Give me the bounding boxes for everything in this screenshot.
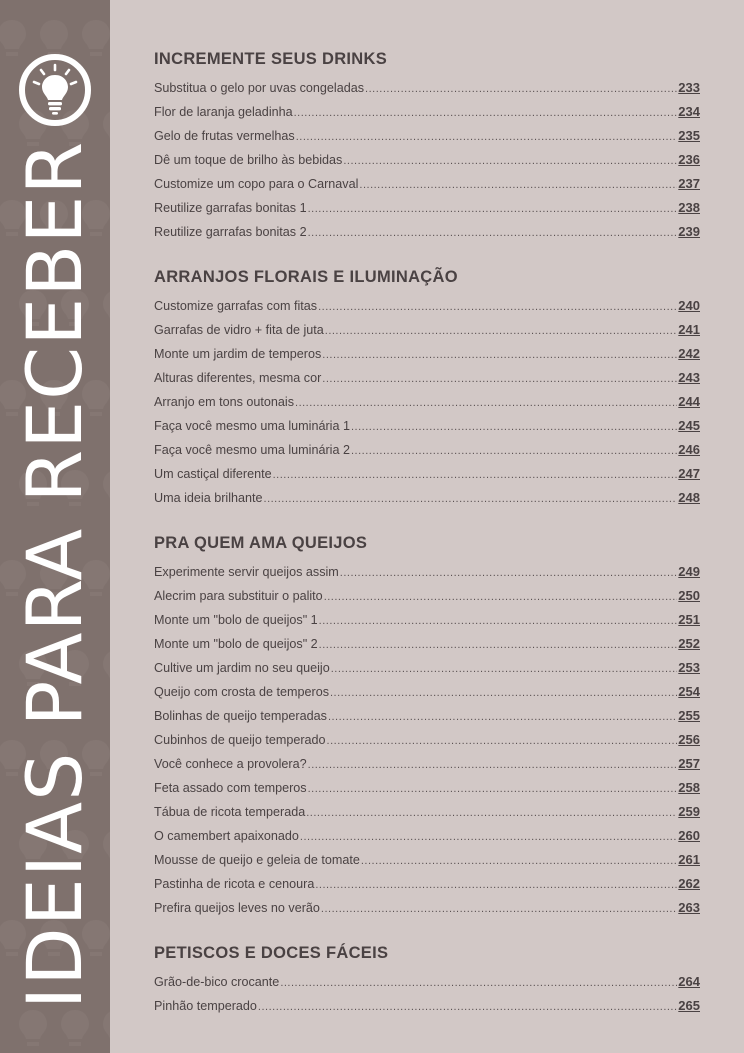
dot-leader bbox=[365, 77, 677, 101]
toc-entry-label: Alturas diferentes, mesma cor bbox=[154, 371, 322, 385]
toc-entry-label: Um castiçal diferente bbox=[154, 467, 272, 481]
toc-page-link[interactable]: 233 bbox=[678, 80, 700, 95]
dot-leader bbox=[296, 125, 678, 149]
toc-page-link[interactable]: 240 bbox=[678, 298, 700, 313]
toc-page-link[interactable]: 235 bbox=[678, 128, 700, 143]
toc-page-link[interactable]: 251 bbox=[678, 612, 700, 627]
toc-entry[interactable] bbox=[154, 342, 700, 366]
toc-page-link[interactable]: 234 bbox=[678, 104, 700, 119]
dot-leader bbox=[306, 801, 677, 825]
dot-leader bbox=[295, 391, 677, 415]
toc-entry[interactable] bbox=[154, 728, 700, 752]
toc-page-link[interactable]: 261 bbox=[678, 852, 700, 867]
toc-entry[interactable] bbox=[154, 438, 700, 462]
toc-entry-label: O camembert apaixonado bbox=[154, 829, 299, 843]
toc-section bbox=[154, 530, 700, 920]
section-heading: PETISCOS E DOCES FÁCEIS bbox=[154, 944, 389, 962]
dot-leader bbox=[327, 729, 678, 753]
toc-page-link[interactable]: 238 bbox=[678, 200, 700, 215]
toc-entry-label: Flor de laranja geladinha bbox=[154, 105, 293, 119]
toc-entry[interactable] bbox=[154, 414, 700, 438]
toc-entry-label: Feta assado com temperos bbox=[154, 781, 307, 795]
dot-leader bbox=[315, 873, 677, 897]
toc-page-link[interactable]: 258 bbox=[678, 780, 700, 795]
sidebar bbox=[0, 0, 110, 1053]
toc-entry[interactable] bbox=[154, 390, 700, 414]
lightbulb-icon bbox=[17, 52, 93, 128]
toc-entry-label: Faça você mesmo uma luminária 2 bbox=[154, 443, 350, 457]
toc-page-link[interactable]: 255 bbox=[678, 708, 700, 723]
toc-entry-label: Substitua o gelo por uvas congeladas bbox=[154, 81, 365, 95]
toc-entry-label: Você conhece a provolera? bbox=[154, 757, 307, 771]
dot-leader bbox=[318, 295, 677, 319]
dot-leader bbox=[264, 487, 678, 511]
toc-entry-label: Gelo de frutas vermelhas bbox=[154, 129, 295, 143]
toc-entry[interactable] bbox=[154, 994, 700, 1018]
toc-entry[interactable] bbox=[154, 148, 700, 172]
toc-entry[interactable] bbox=[154, 172, 700, 196]
toc-entry[interactable] bbox=[154, 294, 700, 318]
dot-leader bbox=[273, 463, 678, 487]
dot-leader bbox=[308, 753, 678, 777]
toc-entry-label: Alecrim para substituir o palito bbox=[154, 589, 323, 603]
dot-leader bbox=[324, 585, 678, 609]
toc-page-link[interactable]: 265 bbox=[678, 998, 700, 1013]
toc-page-link[interactable]: 254 bbox=[678, 684, 700, 699]
toc-page-link[interactable]: 256 bbox=[678, 732, 700, 747]
toc-entry[interactable] bbox=[154, 196, 700, 220]
dot-leader bbox=[328, 705, 677, 729]
toc-page-link[interactable]: 252 bbox=[678, 636, 700, 651]
toc-entry[interactable] bbox=[154, 800, 700, 824]
toc-entry-label: Monte um "bolo de queijos" 2 bbox=[154, 637, 318, 651]
toc-entry[interactable] bbox=[154, 462, 700, 486]
toc-entry-label: Dê um toque de brilho às bebidas bbox=[154, 153, 343, 167]
dot-leader bbox=[343, 149, 677, 173]
sidebar-title: IDEIAS PARA RECEBER bbox=[10, 140, 99, 1010]
dot-leader bbox=[300, 825, 677, 849]
toc-page-link[interactable]: 241 bbox=[678, 322, 700, 337]
toc-entry-label: Queijo com crosta de temperos bbox=[154, 685, 329, 699]
toc-entry[interactable] bbox=[154, 608, 700, 632]
toc-entry[interactable] bbox=[154, 704, 700, 728]
toc-entry-label: Bolinhas de queijo temperadas bbox=[154, 709, 327, 723]
dot-leader bbox=[280, 971, 677, 995]
dot-leader bbox=[308, 221, 678, 245]
toc-entry[interactable] bbox=[154, 486, 700, 510]
dot-leader bbox=[321, 897, 677, 921]
toc-entry[interactable] bbox=[154, 100, 700, 124]
dot-leader bbox=[319, 609, 678, 633]
toc-entry[interactable] bbox=[154, 366, 700, 390]
dot-leader bbox=[308, 777, 678, 801]
toc-section bbox=[154, 940, 700, 1018]
table-of-contents bbox=[154, 46, 700, 1038]
toc-entry-label: Customize um copo para o Carnaval bbox=[154, 177, 359, 191]
toc-entry-label: Pastinha de ricota e cenoura bbox=[154, 877, 315, 891]
toc-entry-label: Grão-de-bico crocante bbox=[154, 975, 280, 989]
toc-entry-label: Customize garrafas com fitas bbox=[154, 299, 318, 313]
toc-page-link[interactable]: 248 bbox=[678, 490, 700, 505]
dot-leader bbox=[351, 439, 677, 463]
toc-entry[interactable] bbox=[154, 584, 700, 608]
dot-leader bbox=[340, 561, 678, 585]
toc-entry-label: Pinhão temperado bbox=[154, 999, 257, 1013]
dot-leader bbox=[351, 415, 677, 439]
toc-page-link[interactable]: 244 bbox=[678, 394, 700, 409]
toc-entry[interactable] bbox=[154, 776, 700, 800]
dot-leader bbox=[361, 849, 677, 873]
toc-entry-label: Tábua de ricota temperada bbox=[154, 805, 306, 819]
toc-entry[interactable] bbox=[154, 76, 700, 100]
toc-page-link[interactable]: 242 bbox=[678, 346, 700, 361]
toc-entry[interactable] bbox=[154, 680, 700, 704]
toc-entry[interactable] bbox=[154, 872, 700, 896]
dot-leader bbox=[331, 657, 678, 681]
dot-leader bbox=[319, 633, 678, 657]
toc-page-link[interactable]: 260 bbox=[678, 828, 700, 843]
toc-page-link[interactable]: 259 bbox=[678, 804, 700, 819]
toc-page-link[interactable]: 250 bbox=[678, 588, 700, 603]
toc-entry-label: Reutilize garrafas bonitas 1 bbox=[154, 201, 307, 215]
toc-entry-label: Mousse de queijo e geleia de tomate bbox=[154, 853, 360, 867]
toc-entry[interactable] bbox=[154, 896, 700, 920]
toc-page-link[interactable]: 239 bbox=[678, 224, 700, 239]
toc-page-link[interactable]: 246 bbox=[678, 442, 700, 457]
toc-section bbox=[154, 46, 700, 244]
toc-page-link[interactable]: 257 bbox=[678, 756, 700, 771]
dot-leader bbox=[294, 101, 678, 125]
toc-page-link[interactable]: 264 bbox=[678, 974, 700, 989]
toc-entry[interactable] bbox=[154, 970, 700, 994]
toc-page-link[interactable]: 262 bbox=[678, 876, 700, 891]
toc-page-link[interactable]: 253 bbox=[678, 660, 700, 675]
toc-page-link[interactable]: 237 bbox=[678, 176, 700, 191]
toc-section bbox=[154, 264, 700, 510]
dot-leader bbox=[322, 343, 677, 367]
toc-entry-label: Prefira queijos leves no verão bbox=[154, 901, 320, 915]
toc-entry[interactable] bbox=[154, 124, 700, 148]
toc-page-link[interactable]: 236 bbox=[678, 152, 700, 167]
dot-leader bbox=[258, 995, 677, 1019]
toc-entry[interactable] bbox=[154, 318, 700, 342]
toc-entry[interactable] bbox=[154, 632, 700, 656]
toc-page-link[interactable]: 243 bbox=[678, 370, 700, 385]
section-heading: ARRANJOS FLORAIS E ILUMINAÇÃO bbox=[154, 268, 458, 286]
dot-leader bbox=[325, 319, 678, 343]
section-heading: INCREMENTE SEUS DRINKS bbox=[154, 50, 388, 68]
section-heading: PRA QUEM AMA QUEIJOS bbox=[154, 534, 368, 552]
toc-entry-label: Cultive um jardim no seu queijo bbox=[154, 661, 330, 675]
dot-leader bbox=[359, 173, 677, 197]
dot-leader bbox=[330, 681, 677, 705]
toc-entry-label: Faça você mesmo uma luminária 1 bbox=[154, 419, 350, 433]
toc-entry[interactable] bbox=[154, 752, 700, 776]
toc-entry-label: Garrafas de vidro + fita de juta bbox=[154, 323, 324, 337]
dot-leader bbox=[322, 367, 677, 391]
toc-entry[interactable] bbox=[154, 848, 700, 872]
toc-page-link[interactable]: 245 bbox=[678, 418, 700, 433]
toc-entry[interactable] bbox=[154, 560, 700, 584]
toc-entry-label: Reutilize garrafas bonitas 2 bbox=[154, 225, 307, 239]
dot-leader bbox=[308, 197, 678, 221]
toc-entry-label: Experimente servir queijos assim bbox=[154, 565, 339, 579]
toc-entry[interactable] bbox=[154, 824, 700, 848]
toc-entry-label: Monte um jardim de temperos bbox=[154, 347, 322, 361]
toc-entry-label: Monte um "bolo de queijos" 1 bbox=[154, 613, 318, 627]
toc-entry[interactable] bbox=[154, 656, 700, 680]
toc-page-link[interactable]: 249 bbox=[678, 564, 700, 579]
toc-entry-label: Uma ideia brilhante bbox=[154, 491, 263, 505]
toc-page-link[interactable]: 247 bbox=[678, 466, 700, 481]
toc-entry-label: Arranjo em tons outonais bbox=[154, 395, 295, 409]
toc-entry-label: Cubinhos de queijo temperado bbox=[154, 733, 326, 747]
toc-page-link[interactable]: 263 bbox=[678, 900, 700, 915]
toc-entry[interactable] bbox=[154, 220, 700, 244]
